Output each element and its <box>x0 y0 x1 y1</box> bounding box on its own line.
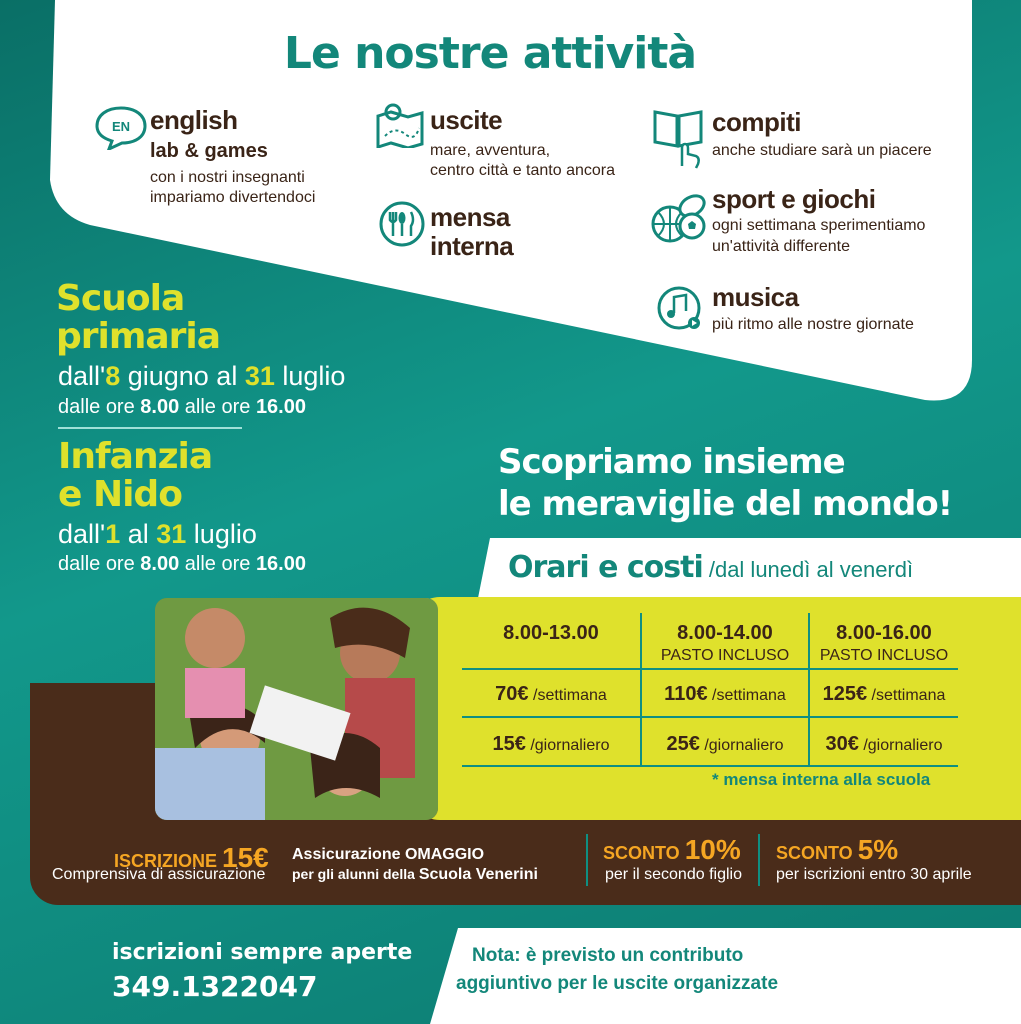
orari-header <box>508 550 913 585</box>
musica-desc: più ritmo alle nostre giornate <box>712 316 914 333</box>
daily-price-2: 25€ /giornaliero <box>666 733 784 755</box>
header-note-2: PASTO INCLUSO <box>660 647 790 664</box>
divider-1 <box>586 834 588 886</box>
primaria-title-2: primaria <box>56 316 221 357</box>
page-title: Le nostre attività <box>283 28 697 79</box>
orari-title: Orari e costi <box>508 550 703 585</box>
slogan-line-1: Scopriamo insieme <box>498 442 845 482</box>
compiti-desc: anche studiare sarà un piacere <box>712 142 932 159</box>
weekly-price-3: 125€ /settimana <box>822 683 946 705</box>
compiti-title: compiti <box>712 107 801 137</box>
sconto-1-sub: per il secondo figlio <box>605 866 742 883</box>
children-photo <box>155 598 438 820</box>
music-icon <box>656 285 702 336</box>
sport-desc-1: ogni settimana sperimentiamo <box>712 217 926 234</box>
map-icon <box>375 102 425 153</box>
book-icon <box>652 106 706 175</box>
iscrizione-sub: Comprensiva di assicurazione <box>52 866 266 883</box>
sconto-1: SCONTO 10% <box>603 834 741 865</box>
primaria-title-1: Scuola <box>56 278 185 319</box>
infanzia-title-1: Infanzia <box>58 436 213 477</box>
english-desc-1: con i nostri insegnanti <box>150 169 305 186</box>
infanzia-hours: dalle ore 8.00 alle ore 16.00 <box>58 553 306 575</box>
english-title: english <box>150 105 238 135</box>
divider <box>58 427 242 429</box>
infanzia-title-2: e Nido <box>58 474 182 515</box>
en-badge: EN <box>111 119 131 134</box>
enrollment-open: iscrizioni sempre aperte <box>112 940 413 965</box>
infanzia-dates: dall'1 al 31 luglio <box>58 519 257 549</box>
daily-price-3: 30€ /giornaliero <box>825 733 943 755</box>
uscite-title: uscite <box>430 105 503 135</box>
sconto-2: SCONTO 5% <box>776 834 899 865</box>
divider-2 <box>758 834 760 886</box>
english-subtitle: lab & games <box>150 140 268 162</box>
uscite-desc-1: mare, avventura, <box>430 142 551 159</box>
primaria-dates: dall'8 giugno al 31 luglio <box>58 361 346 391</box>
weekly-price-1: 70€ /settimana <box>495 683 607 705</box>
cutlery-icon <box>378 200 426 253</box>
assicurazione-line-2: per gli alunni della Scuola Venerini <box>292 866 538 883</box>
balls-icon <box>650 192 708 251</box>
iscrizione-fee: ISCRIZIONE 15€ <box>114 842 269 873</box>
header-time-2: 8.00-14.00 <box>677 622 773 644</box>
header-time-1: 8.00-13.00 <box>503 622 599 644</box>
weekly-price-2: 110€ /settimana <box>664 683 786 705</box>
table-hline-3 <box>462 765 958 767</box>
phone-number[interactable]: 349.1322047 <box>112 970 318 1003</box>
en-speech-bubble-icon <box>95 106 147 155</box>
sport-title: sport e giochi <box>712 184 876 214</box>
mensa-title-1: mensa <box>430 202 510 232</box>
daily-price-1: 15€ /giornaliero <box>492 733 610 755</box>
header-note-3: PASTO INCLUSO <box>819 647 949 664</box>
header-time-3: 8.00-16.00 <box>836 622 932 644</box>
table-hline-2 <box>462 716 958 718</box>
table-footnote: * mensa interna alla scuola <box>712 770 931 789</box>
nota-line-1: Nota: è previsto un contributo <box>472 945 744 966</box>
orari-subtitle: /dal lunedì al venerdì <box>702 557 914 582</box>
primaria-hours: dalle ore 8.00 alle ore 16.00 <box>58 396 306 418</box>
mensa-title-2: interna <box>430 231 514 261</box>
sconto-2-sub: per iscrizioni entro 30 aprile <box>776 866 972 883</box>
slogan-line-2: le meraviglie del mondo! <box>498 484 953 524</box>
uscite-desc-2: centro città e tanto ancora <box>430 162 615 179</box>
table-hline-1 <box>462 668 958 670</box>
nota-line-2: aggiuntivo per le uscite organizzate <box>456 973 779 994</box>
english-desc-2: impariamo divertendoci <box>150 189 316 206</box>
musica-title: musica <box>712 282 799 312</box>
assicurazione-line-1: Assicurazione OMAGGIO <box>292 846 485 863</box>
sport-desc-2: un'attività differente <box>712 238 850 255</box>
